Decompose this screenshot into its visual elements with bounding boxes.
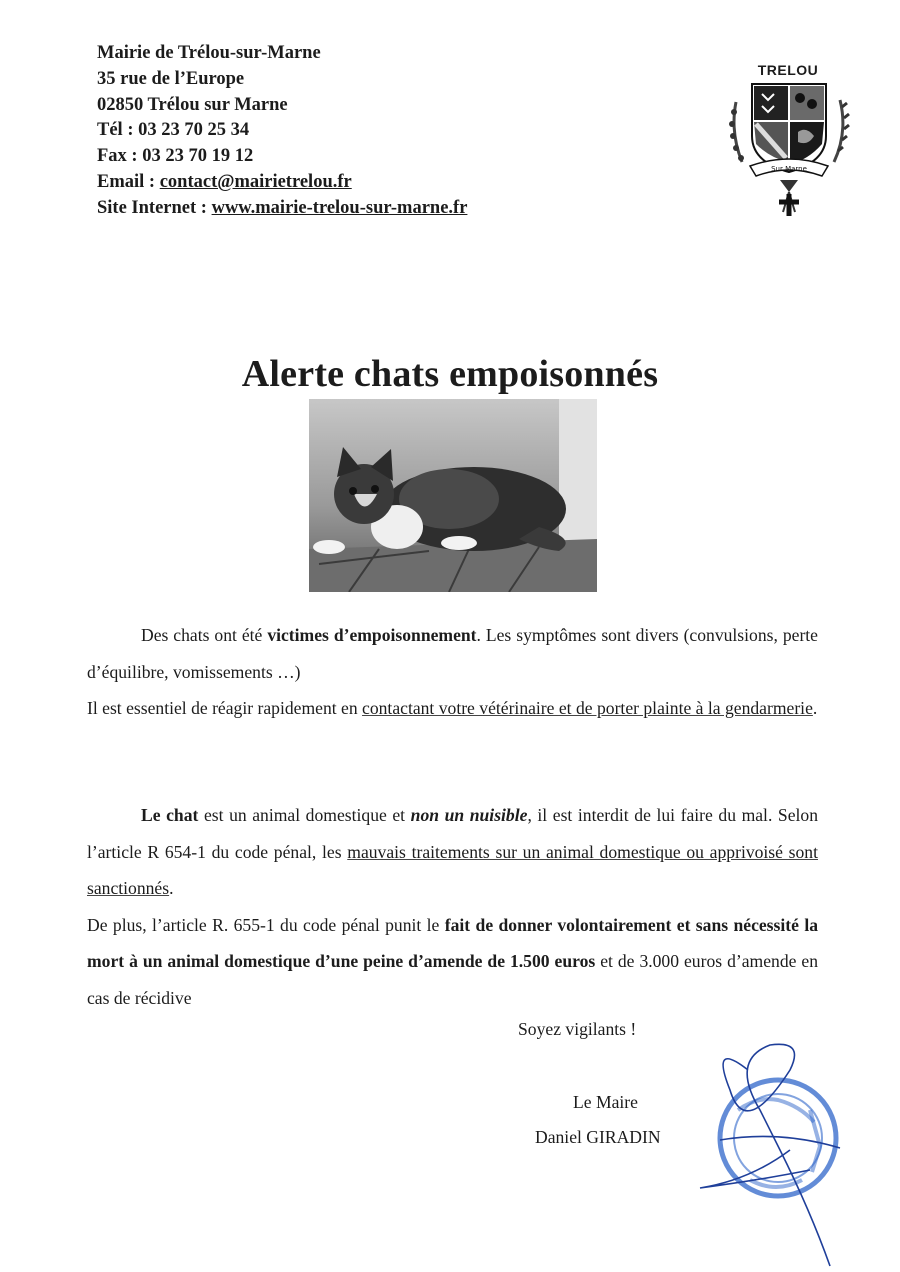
page-title: Alerte chats empoisonnés <box>241 353 659 395</box>
org-name: Mairie de Trélou-sur-Marne <box>97 43 321 63</box>
email-line <box>97 170 467 196</box>
official-stamp-signature <box>690 1030 870 1270</box>
cat-photo <box>309 399 597 592</box>
emphasis-poisoning: victimes d’empoisonnement <box>267 625 477 645</box>
address-city: 02850 Trélou sur Marne <box>97 94 288 115</box>
email-label: Email : <box>97 171 160 192</box>
paragraph-law: Le chat est un animal domestique et non un nuisible, il est interdit de lui faire du mal. Selon l’article R 654-1 du code pénal, les mauvais traitements sur un animal domestique ou apprivoisé sont sanctionnés. De plus, l’article R. 655-1 du code pénal punit le fait de donner volontairement et sans nécessité la mort à un animal domestique d’une peine d’amende de 1.500 euros et de 3.000 euros d’amende en cas de récidive <box>87 805 819 1008</box>
emphasis-le-chat: Le chat <box>141 805 199 825</box>
coat-of-arms-icon <box>722 62 854 222</box>
emphasis-penalty: fait de donner volontairement et sans nécessité la mort à un animal domestique d’une peine d’amende de 1.500 euros <box>87 914 819 971</box>
coat-of-arms-logo <box>722 62 854 222</box>
signer-role: Le Maire <box>573 1092 638 1112</box>
address-street: 35 rue de l’Europe <box>97 68 245 89</box>
fax: Fax : 03 23 70 19 12 <box>97 146 254 167</box>
site-line <box>97 196 467 222</box>
paragraph-symptoms: Des chats ont été victimes d’empoisonnement. Les symptômes sont divers (convulsions, perte d’équilibre, vomissements …) Il est essentiel de réagir rapidement en contactant votre vétérinaire et de porter plainte à la gendarmerie. <box>87 625 818 718</box>
logo-town-name: TRELOU <box>757 62 819 78</box>
closing-vigilance: Soyez vigilants ! <box>518 1019 637 1039</box>
emphasis-contact-vet: contactant votre vétérinaire et de porter plainte à la gendarmerie <box>362 698 813 718</box>
emphasis-non-nuisible: non un nuisible <box>410 805 528 825</box>
logo-ribbon-text: Sur Marne <box>771 165 807 173</box>
site-link[interactable]: www.mairie-trelou-sur-marne.fr <box>211 197 468 218</box>
signer-name: Daniel GIRADIN <box>535 1127 661 1147</box>
site-label: Site Internet : <box>97 197 212 218</box>
email-link[interactable]: contact@mairietrelou.fr <box>159 171 352 192</box>
emphasis-mauvais-traitements: mauvais traitements sur un animal domestique ou apprivoisé sont sanctionnés <box>87 841 818 898</box>
letterhead <box>97 41 467 222</box>
phone: Tél : 03 23 70 25 34 <box>97 120 250 141</box>
